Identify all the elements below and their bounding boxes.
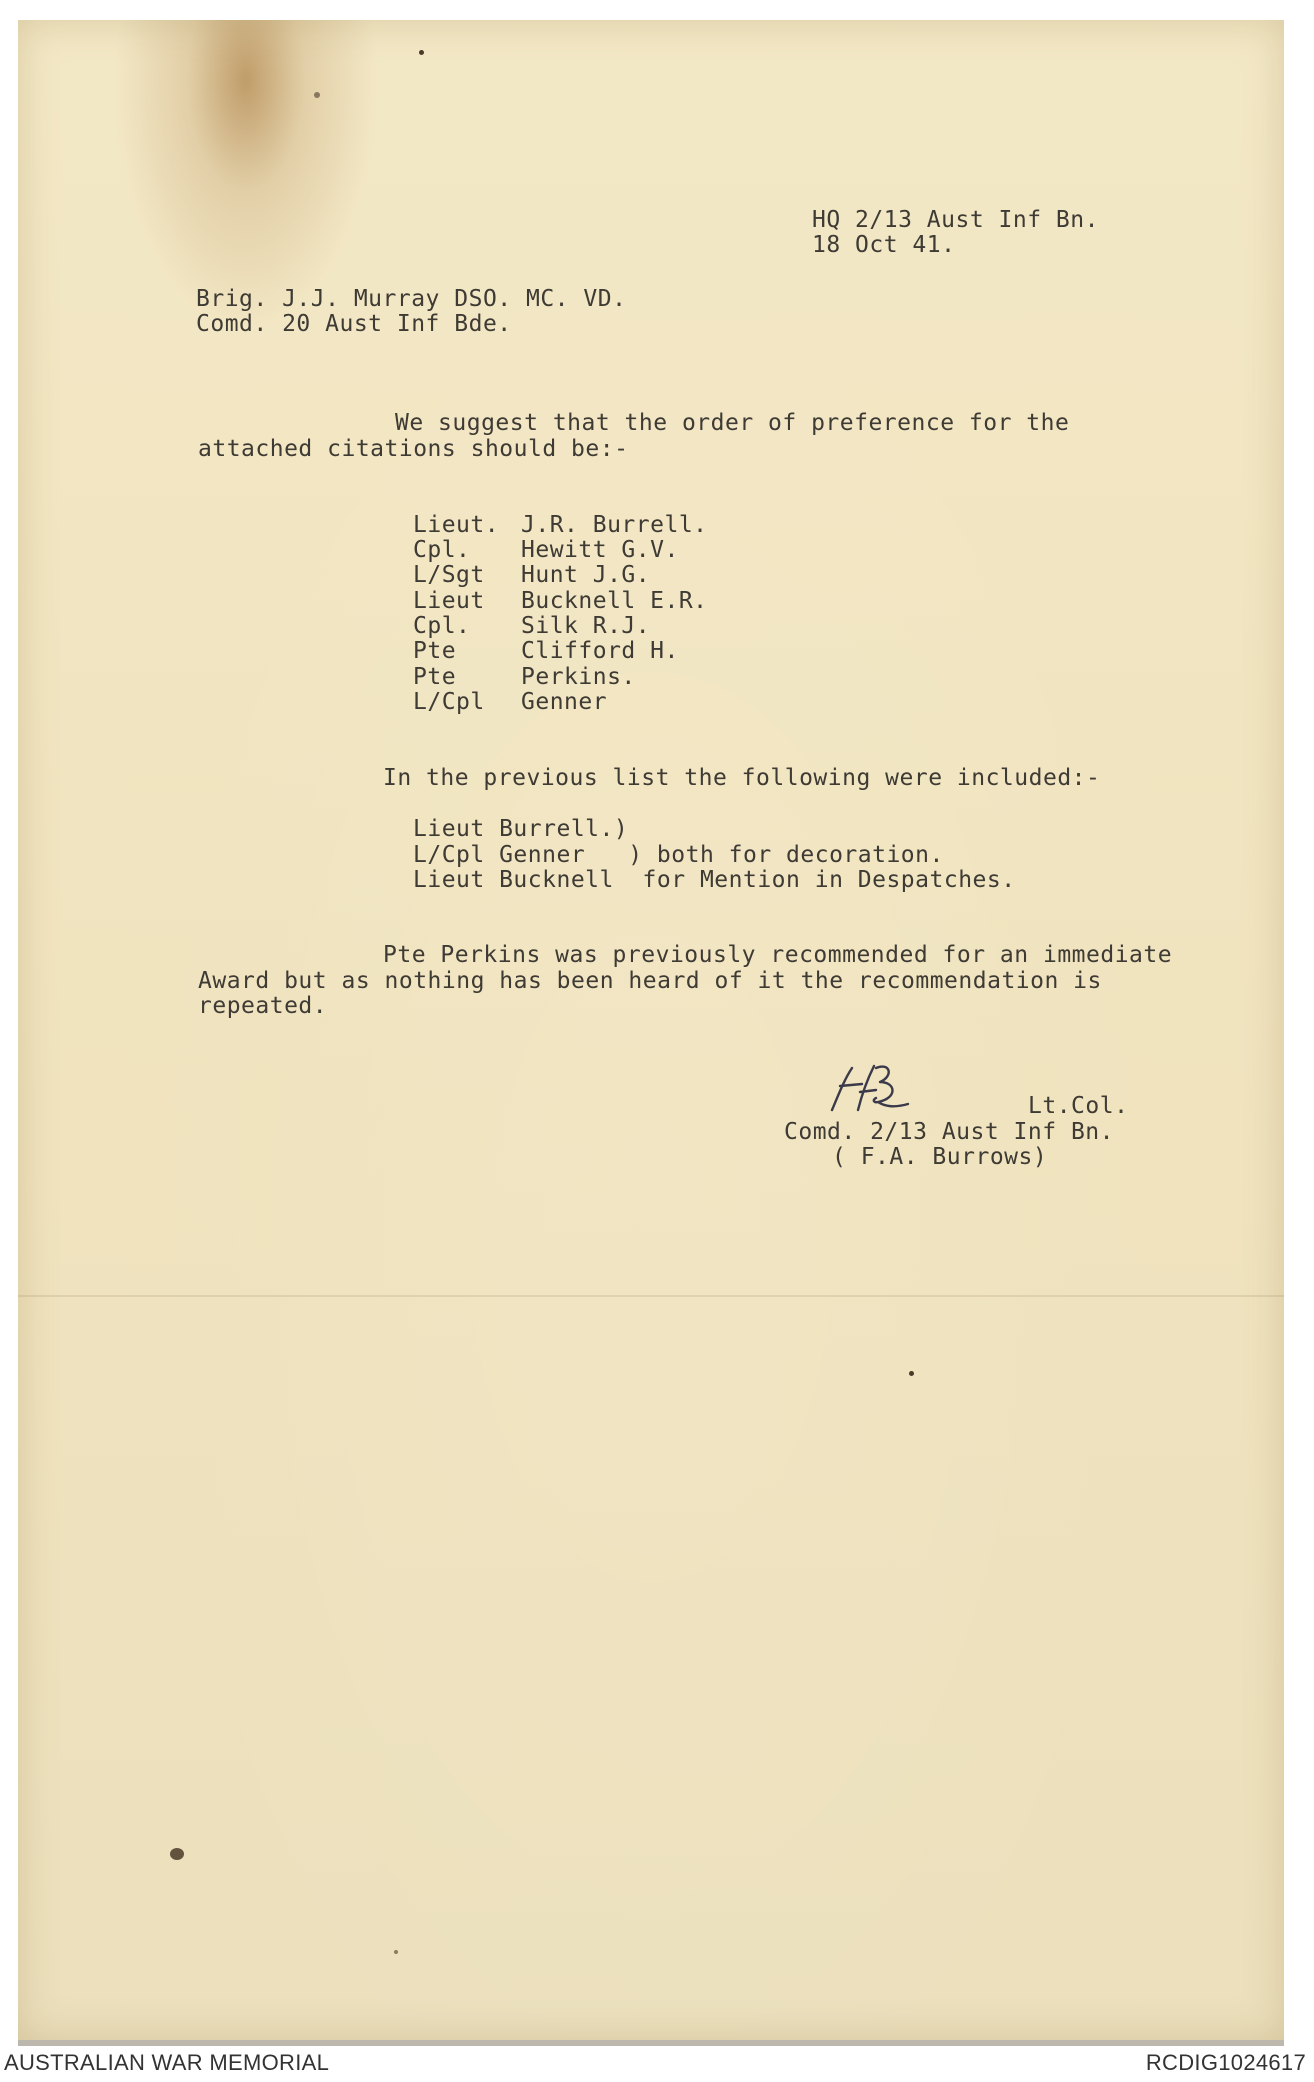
ink-speck: [314, 92, 320, 98]
header-date: 18 Oct 41.: [812, 232, 956, 258]
list-item-name: Hunt J.G.: [521, 562, 651, 588]
list-item-rank: Cpl.: [413, 537, 471, 563]
list-item-rank: Cpl.: [413, 613, 471, 639]
list-item-rank: L/Cpl: [413, 689, 485, 715]
note-line-3: repeated.: [198, 993, 328, 1019]
previous-line-2: L/Cpl Genner ) both for decoration.: [413, 842, 944, 868]
list-item-rank: Lieut.: [413, 512, 500, 538]
ink-speck: [909, 1371, 914, 1376]
list-item-name: Genner: [521, 689, 608, 715]
page-fold: [18, 1295, 1284, 1297]
list-item-name: Perkins.: [521, 664, 636, 690]
note-line-1: Pte Perkins was previously recommended for an immediate: [383, 942, 1173, 968]
page-edge-shadow: [18, 2040, 1284, 2046]
signature-command: Comd. 2/13 Aust Inf Bn.: [784, 1119, 1114, 1145]
list-item-name: Clifford H.: [521, 638, 679, 664]
list-item-name: Bucknell E.R.: [521, 588, 708, 614]
list-item-rank: Pte: [413, 638, 457, 664]
addressee-line-2: Comd. 20 Aust Inf Bde.: [196, 311, 512, 337]
note-line-2: Award but as nothing has been heard of it the recommendation is: [198, 968, 1102, 994]
previous-heading: In the previous list the following were included:-: [383, 765, 1101, 791]
intro-line-1: We suggest that the order of preference for the: [395, 410, 1070, 436]
ink-stain: [170, 1848, 184, 1860]
header-unit: HQ 2/13 Aust Inf Bn.: [812, 207, 1099, 233]
list-item-rank: Pte: [413, 664, 457, 690]
footer-archive-name: AUSTRALIAN WAR MEMORIAL: [4, 2050, 330, 2075]
list-item-name: J.R. Burrell.: [521, 512, 708, 538]
footer-record-id: RCDIG1024617: [1145, 2050, 1306, 2075]
previous-line-3: Lieut Bucknell for Mention in Despatches.: [413, 867, 1016, 893]
list-item-rank: L/Sgt: [413, 562, 485, 588]
addressee-line-1: Brig. J.J. Murray DSO. MC. VD.: [196, 286, 627, 312]
ink-speck: [394, 1950, 398, 1954]
list-item-name: Hewitt G.V.: [521, 537, 679, 563]
signature-name: ( F.A. Burrows): [832, 1144, 1048, 1170]
ink-speck: [419, 50, 424, 55]
list-item-name: Silk R.J.: [521, 613, 651, 639]
intro-line-2: attached citations should be:-: [198, 436, 629, 462]
list-item-rank: Lieut: [413, 588, 485, 614]
signature-rank: Lt.Col.: [1028, 1093, 1129, 1119]
handwritten-signature: [818, 1058, 918, 1118]
previous-line-1: Lieut Burrell.): [413, 816, 629, 842]
